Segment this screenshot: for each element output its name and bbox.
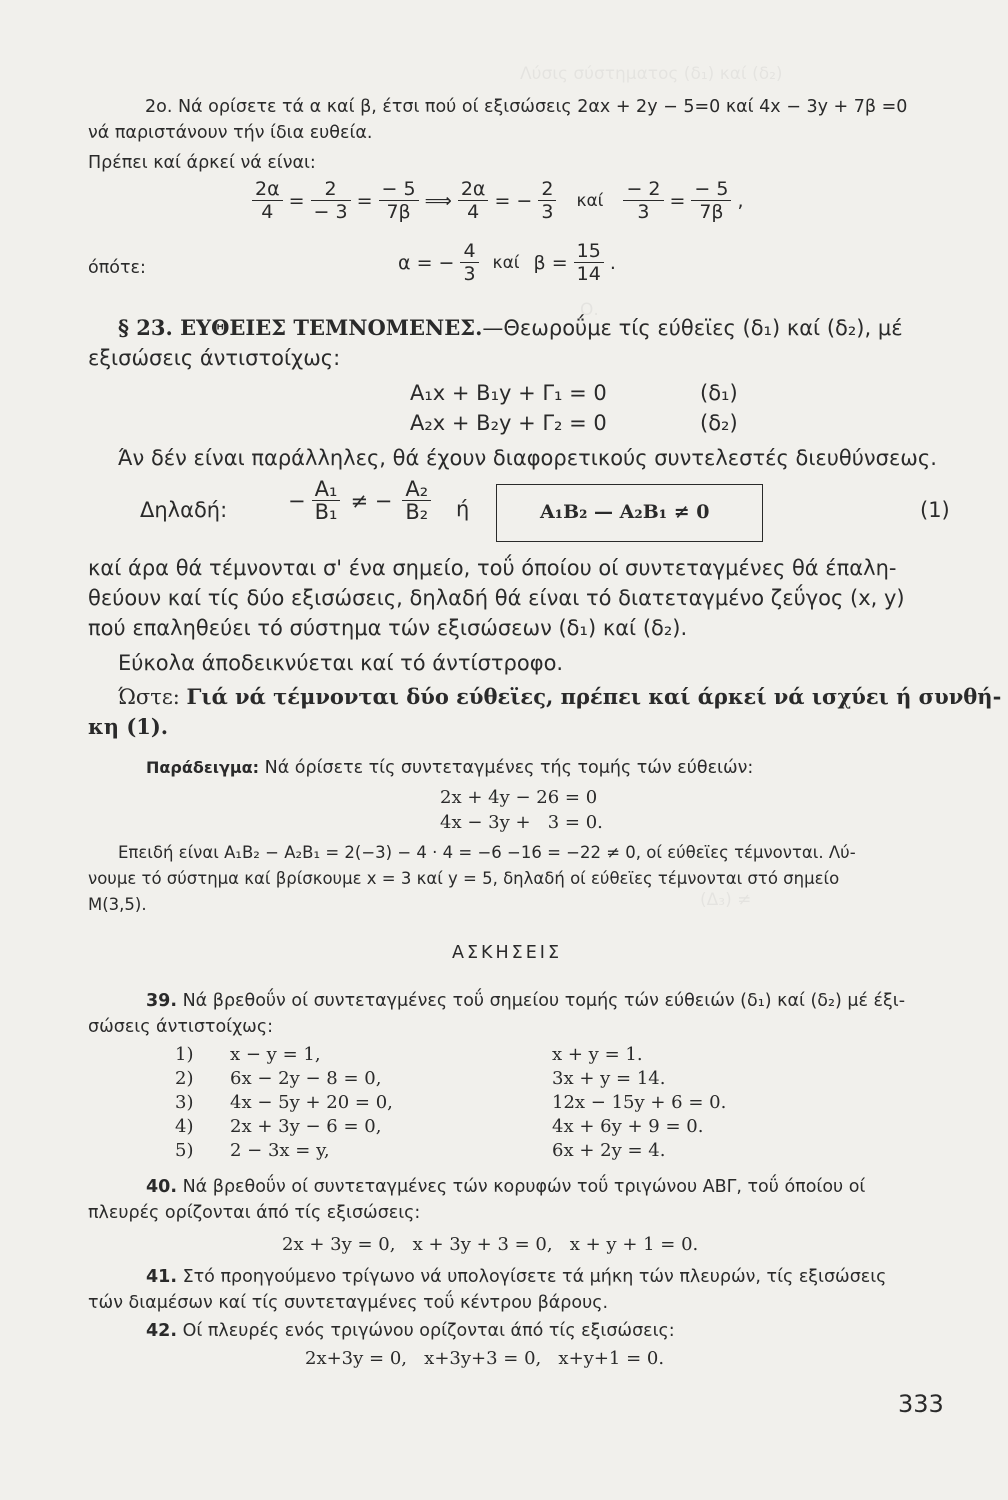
exercise-41-number: 41. [146,1267,178,1287]
section-intro: —Θεωροΰμε τίς εύθεϊες (δ₁) καί (δ₂), μέ [482,316,903,340]
exercise-40-equations: 2x + 3y = 0, x + 3y + 3 = 0, x + y + 1 = 0. [282,1234,699,1255]
exercise-row-number: 4) [175,1116,194,1137]
converse-text: Εύκολα άποδεικνύεται καί τό άντίστροφο. [118,651,564,675]
exercise-42-number: 42. [146,1321,178,1341]
section-intro2: εξισώσεις άντιστοίχως: [88,346,341,370]
condition-fraction: − $\frac{\text{A₁}}{\text{B₁}}$ ≠ − $\frac{\text{A₂}}{\text{B₂}}$ [288,478,431,523]
exercises-heading: ΑΣΚΗΣΕΙΣ [452,943,562,963]
exercise-39-number: 39. [146,991,178,1011]
example2-equation: $\frac{2\alpha}{4}$ = $\frac{2}{- 3}$ = $\frac{- 5}{7\beta}$ ⟹ $\frac{2\alpha}{4}$ = − $\frac{2}{3}$ καί $\frac{- 2}{3}$ = $\frac{- 5}{7\beta}$ , [252,178,744,223]
example-line [146,755,753,781]
exercise-42-equations: 2x+3y = 0, x+3y+3 = 0, x+y+1 = 0. [305,1348,665,1369]
example2-result: α = − $\frac{4}{3}$ καί β = $\frac{15}{14}$ . [398,240,616,285]
paragraph-line2: θεύουν καί τίς δύο εξισώσεις, δηλαδή θά είναι τό διατεταγμένο ζεΰγος (x, y) [88,586,905,610]
conclusion-line2: κη (1). [88,714,169,739]
exercise-40-text2: πλευρές ορίζονται άπό τίς εξισώσεις: [88,1203,421,1223]
section-heading: § 23. ΕΥΘΕΙΕΣ ΤΕΜΝΟΜΕΝΕΣ. [118,315,483,340]
exercise-row-number: 1) [175,1044,194,1065]
bleed-through-text: Λύσις σύστηματος (δ₁) καί (δ₂) [520,64,783,84]
hoste-text: Γιά νά τέμνονται δύο εύθεϊες, πρέπει καί άρκεί νά ισχύει ή συνθή- [186,684,1002,709]
exercise-40-line [146,1174,865,1200]
exercise-row-equation-d1: x − y = 1, [230,1044,321,1065]
exercise-row-equation-d2: 6x + 2y = 4. [552,1140,666,1161]
example-text: Νά όρίσετε τίς συντεταγμένες τής τομής τών εύθειών: [264,758,754,778]
equation-d2-label: (δ₂) [700,411,738,435]
exercise-41-line [146,1264,886,1290]
or-word: ή [456,497,470,521]
example-label: Παράδειγμα: [146,758,260,777]
exercise-row-equation-d1: 2x + 3y − 6 = 0, [230,1116,382,1137]
exercise-row-equation-d2: 12x − 15y + 6 = 0. [552,1092,727,1113]
exercise-row-equation-d1: 4x − 5y + 20 = 0, [230,1092,393,1113]
solution-line2: νουμε τό σύστημα καί βρίσκουμε x = 3 καί y = 5, δηλαδή οί εύθεϊες τέμνονται στό σημείο [88,869,840,888]
solution-line1: Επειδή είναι A₁B₂ − A₂B₁ = 2(−3) − 4 · 4 = −6 −16 = −22 ≠ 0, οί εύθεϊες τέμνονται. Λύ- [118,843,856,862]
paragraph-line3: πού επαληθεύει τό σύστημα τών εξισώσεων (δ₁) καί (δ₂). [88,616,688,640]
exercise-42-line [146,1318,675,1344]
example2-line1: 2ο. Νά ορίσετε τά α καί β, έτσι πού οί εξισώσεις 2αx + 2y − 5=0 καί 4x − 3y + 7β =0 [145,97,908,117]
exercise-39-text2: σώσεις άντιστοίχως: [88,1017,274,1037]
example2-line3: Πρέπει καί άρκεί νά είναι: [88,153,316,173]
exercise-row-number: 3) [175,1092,194,1113]
hoste-label: Ώστε: [118,685,180,709]
equation-d1-label: (δ₁) [700,381,738,405]
exercise-39-text: Νά βρεθοΰν οί συντεταγμένες τοΰ σημείου τομής τών εύθειών (δ₁) καί (δ₂) μέ έξι- [182,991,906,1011]
equation-d1: A₁x + B₁y + Γ₁ = 0 [410,381,607,405]
bleed-through-text: (Δ₃) ≠ [700,890,752,910]
exercise-row-equation-d2: 4x + 6y + 9 = 0. [552,1116,704,1137]
exercise-41-text: Στό προηγούμενο τρίγωνο νά υπολογίσετε τά μήκη τών πλευρών, τίς εξισώσεις [182,1267,887,1287]
solution-line3: M(3,5). [88,895,147,914]
page-number: 333 [898,1390,944,1418]
opote-label: όπότε: [88,258,146,278]
example-eq2: 4x − 3y + 3 = 0. [440,812,603,833]
exercise-40-number: 40. [146,1177,178,1197]
exercise-41-text2: τών διαμέσων καί τίς συντεταγμένες τοΰ κέντρου βάρους. [88,1293,609,1313]
dilady-label: Δηλαδή: [140,498,228,522]
exercise-row-equation-d2: x + y = 1. [552,1044,643,1065]
equation-number: (1) [920,498,950,522]
conclusion-line1 [118,682,1001,712]
paragraph-line1: καί άρα θά τέμνονται σ' ένα σημείο, τοΰ όποίου οί συντεταγμένες θά έπαλη- [88,556,897,580]
example-eq1: 2x + 4y − 26 = 0 [440,787,598,808]
exercise-row-equation-d1: 2 − 3x = y, [230,1140,330,1161]
exercise-row-number: 2) [175,1068,194,1089]
equation-d2: A₂x + B₂y + Γ₂ = 0 [410,411,607,435]
exercise-row-number: 5) [175,1140,194,1161]
exercise-row-equation-d2: 3x + y = 14. [552,1068,666,1089]
example2-line2: νά παριστάνουν τήν ίδια ευθεία. [88,123,373,143]
section-heading-line [118,313,903,343]
exercise-40-text: Νά βρεθοΰν οί συντεταγμένες τών κορυφών τοΰ τριγώνου ΑΒΓ, τοΰ όποίου οί [182,1177,866,1197]
boxed-condition: A₁B₂ — A₂B₁ ≠ 0 [540,501,710,523]
bleed-through-text: Ο. [580,300,599,320]
not-parallel-text: Άν δέν είναι παράλληλες, θά έχουν διαφορετικούς συντελεστές διευθύνσεως. [118,446,937,470]
exercise-42-text: Οί πλευρές ενός τριγώνου ορίζονται άπό τίς εξισώσεις: [182,1321,675,1341]
exercise-row-equation-d1: 6x − 2y − 8 = 0, [230,1068,382,1089]
exercise-39-line [146,988,905,1014]
